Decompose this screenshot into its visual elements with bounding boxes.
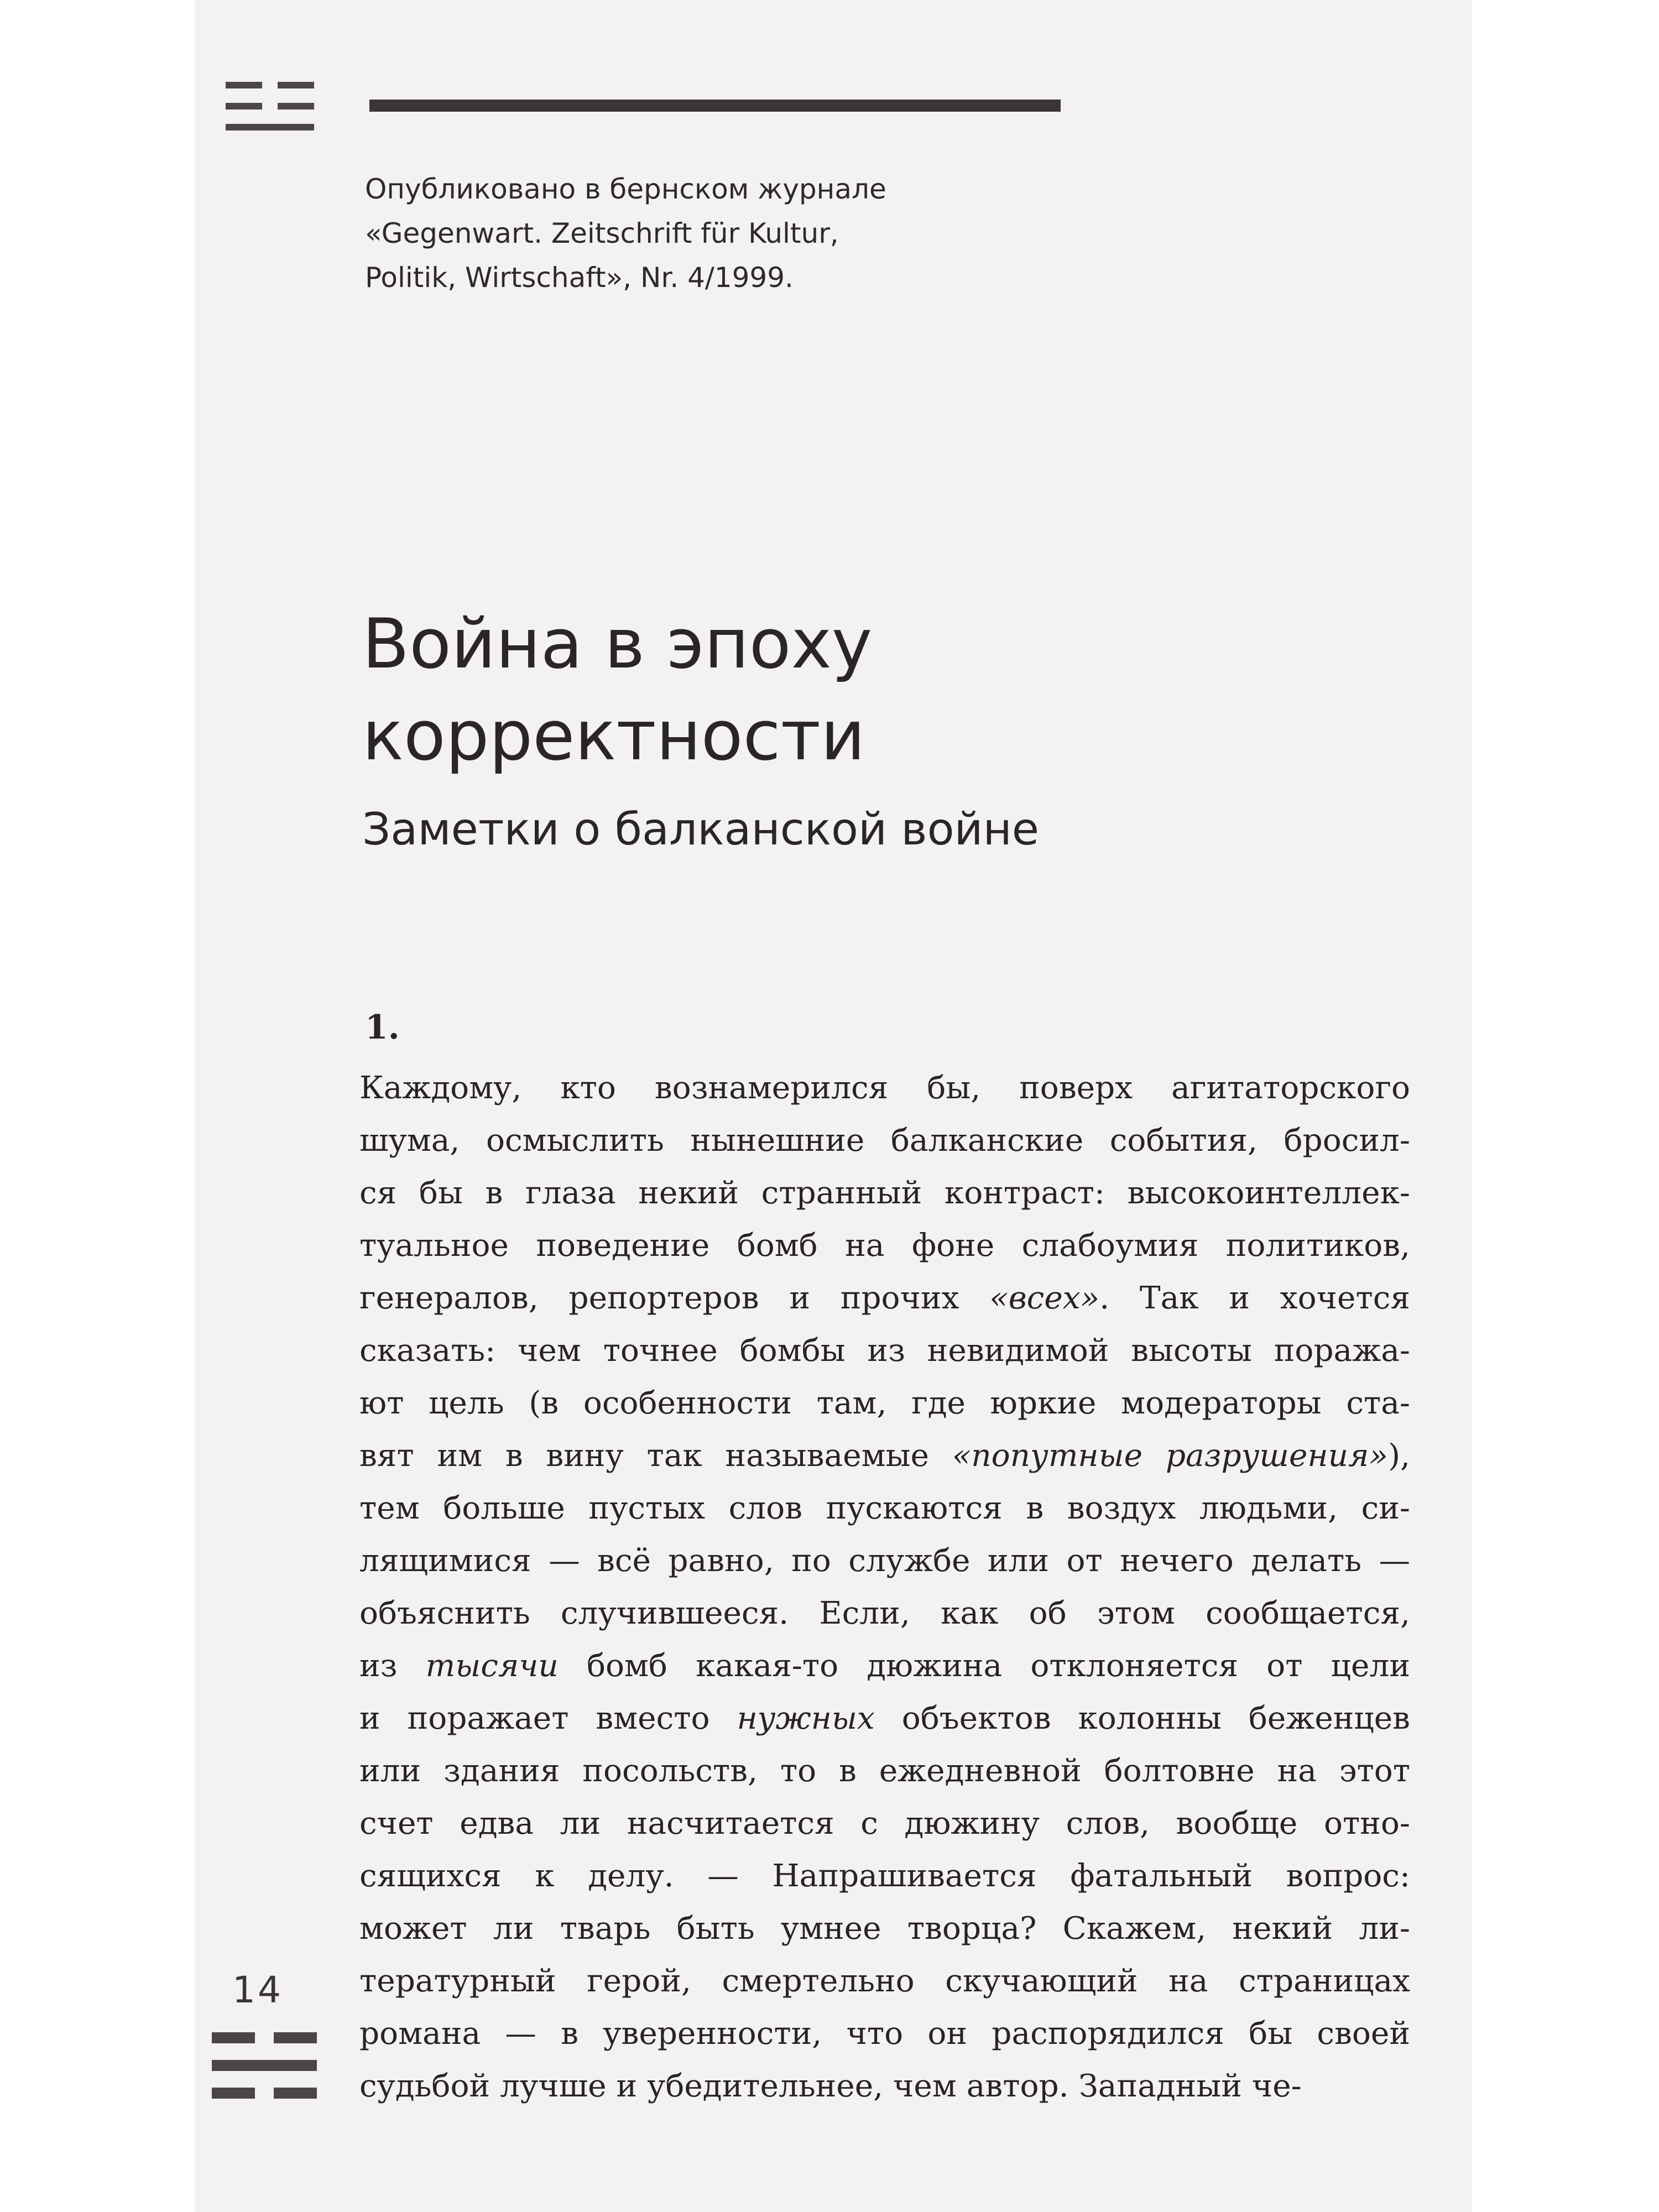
- article-title-line: Война в эпоху: [362, 604, 873, 684]
- body-text-span: . Так и хочется: [1099, 1280, 1410, 1316]
- header-rule: [369, 100, 1061, 112]
- body-text-span: из: [359, 1648, 426, 1684]
- body-line: [359, 1902, 1410, 1955]
- emphasized-text: «попутные разрушения»: [952, 1438, 1388, 1474]
- body-line: [359, 1324, 1410, 1377]
- body-text-span: тературный герой, смертельно скучающий на страницах: [359, 1963, 1410, 1999]
- section-number: 1.: [365, 1008, 400, 1047]
- body-line: [359, 1482, 1410, 1535]
- body-text-span: романа — в уверенности, что он распорядился бы своей: [359, 2016, 1410, 2052]
- page-number: 14: [232, 1969, 283, 2011]
- body-text-span: генералов, репортеров и прочих: [359, 1280, 990, 1316]
- trigram-ornament-top: [226, 82, 314, 145]
- body-text-span: сящихся к делу. — Напрашивается фатальный вопрос:: [359, 1858, 1410, 1894]
- body-line: [359, 1114, 1410, 1167]
- body-line: [359, 1692, 1410, 1745]
- body-text-span: туальное поведение бомб на фоне слабоумия политиков,: [359, 1228, 1410, 1264]
- body-line: [359, 1272, 1410, 1324]
- body-text-span: шума, осмыслить нынешние балканские события, бросил-: [359, 1123, 1410, 1159]
- body-line: [359, 1219, 1410, 1272]
- body-text-span: объяснить случившееся. Если, как об этом сообщается,: [359, 1595, 1410, 1631]
- trigram-ornament-bottom: [212, 2032, 317, 2115]
- body-text-span: судьбой лучше и убедительнее, чем автор. Западный че-: [359, 2068, 1302, 2104]
- article-subtitle: Заметки о балканской войне: [362, 804, 1040, 855]
- body-line: [359, 1430, 1410, 1482]
- body-text-span: может ли тварь быть умнее творца? Скажем, некий ли-: [359, 1911, 1410, 1947]
- body-text-span: и поражает вместо: [359, 1700, 737, 1736]
- article-body: [359, 1062, 1410, 2112]
- body-text-span: вят им в вину так называемые: [359, 1438, 952, 1474]
- publication-note: [365, 167, 1139, 300]
- body-line: [359, 1377, 1410, 1430]
- body-line: [359, 1955, 1410, 2007]
- body-text-span: сказать: чем точнее бомбы из невидимой высоты поража-: [359, 1333, 1410, 1369]
- emphasized-text: нужных: [737, 1700, 875, 1736]
- body-line: [359, 1797, 1410, 1850]
- body-text-span: бомб какая-то дюжина отклоняется от цели: [558, 1648, 1410, 1684]
- body-line: [359, 2007, 1410, 2060]
- body-text-span: тем больше пустых слов пускаются в воздух людьми, си-: [359, 1490, 1410, 1526]
- body-line: [359, 1640, 1410, 1692]
- body-line: [359, 1167, 1410, 1219]
- emphasized-text: тысячи: [425, 1648, 559, 1684]
- article-title-line: корректности: [362, 696, 865, 776]
- body-line: [359, 1062, 1410, 1114]
- publication-note-line: Опубликовано в бернском журнале: [365, 173, 886, 205]
- body-line: [359, 1850, 1410, 1902]
- body-text-span: счет едва ли насчитается с дюжину слов, вообще отно-: [359, 1806, 1410, 1841]
- body-text-span: ся бы в глаза некий странный контраст: высокоинтеллек-: [359, 1175, 1410, 1211]
- body-line: [359, 1587, 1410, 1640]
- publication-note-line: «Gegenwart. Zeitschrift für Kultur,: [365, 217, 839, 249]
- emphasized-text: «всех»: [989, 1280, 1100, 1316]
- body-text-span: или здания посольств, то в ежедневной болтовне на этот: [359, 1753, 1410, 1789]
- body-text-span: лящимися — всё равно, по службе или от нечего делать —: [359, 1543, 1410, 1579]
- body-line: [359, 1745, 1410, 1797]
- body-line: [359, 2060, 1410, 2112]
- body-text-span: объектов колонны беженцев: [874, 1700, 1410, 1736]
- body-line: [359, 1535, 1410, 1587]
- body-text-span: ют цель (в особенности там, где юркие модераторы ста-: [359, 1385, 1410, 1421]
- publication-note-line: Politik, Wirtschaft», Nr. 4/1999.: [365, 262, 794, 294]
- body-text-span: Каждому, кто вознамерился бы, поверх агитаторского: [359, 1070, 1410, 1106]
- article-title: [362, 598, 1192, 782]
- body-text-span: ),: [1387, 1438, 1410, 1474]
